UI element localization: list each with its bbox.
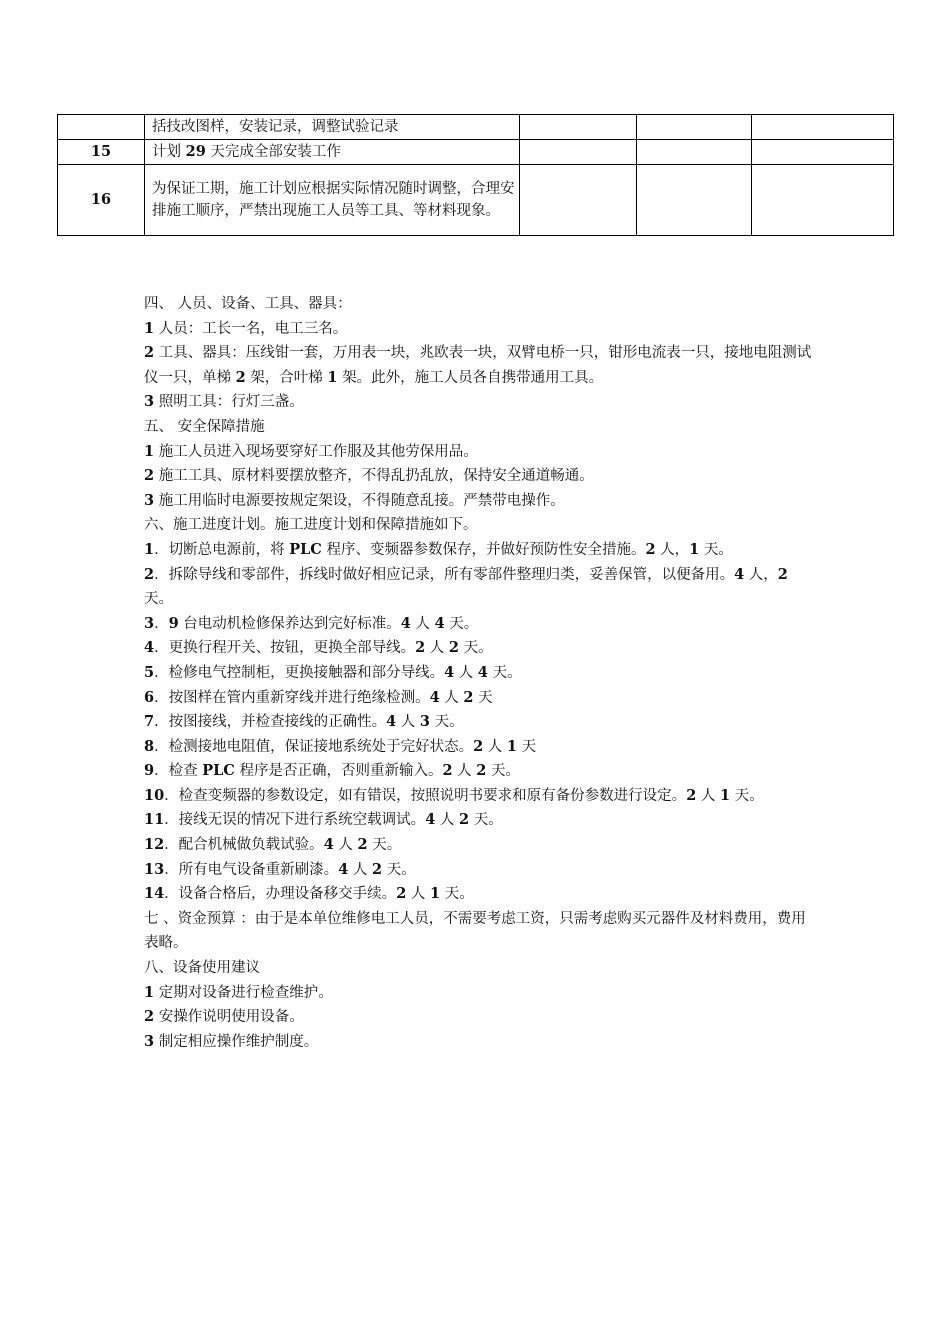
table-cell [637,115,752,140]
list-item: 8．检测接地电阻值，保证接地系统处于完好状态。2 人 1 天 [144,737,537,755]
section-heading: 五、 安全保障措施 [144,418,265,435]
table-cell [752,140,894,165]
document-body [144,292,816,1054]
table-row [58,165,894,236]
list-item: 2 施工工具、原材料要摆放整齐，不得乱扔乱放，保持安全通道畅通。 [144,467,594,485]
section-heading: 八、设备使用建议 [144,960,260,977]
list-item: 11．接线无误的情况下进行系统空载调试。4 人 2 天。 [144,811,503,829]
list-item: 14．设备合格后，办理设备移交手续。2 人 1 天。 [144,885,474,903]
row-description: 计划 29 天完成全部安装工作 [145,140,520,165]
list-item: 2 安操作说明使用设备。 [144,1008,304,1026]
list-item: 10．检查变频器的参数设定，如有错误，按照说明书要求和原有备份参数进行设定。2 人 1 天。 [144,786,764,804]
list-item: 3．9 台电动机检修保养达到完好标准。4 人 4 天。 [144,614,479,632]
table-row [58,140,894,165]
section-heading: 六、施工进度计划。施工进度计划和保障措施如下。 [144,517,478,534]
list-item: 3 制定相应操作维护制度。 [144,1032,319,1050]
list-item: 9．检查 PLC 程序是否正确，否则重新输入。2 人 2 天。 [144,762,520,780]
table-cell [520,115,637,140]
list-item: 6．按图样在管内重新穿线并进行绝缘检测。4 人 2 天 [144,688,493,706]
table-cell [637,140,752,165]
table-cell [637,165,752,236]
list-item: 1 定期对设备进行检查维护。 [144,983,333,1001]
list-item: 7．按图接线，并检查接线的正确性。4 人 3 天。 [144,713,464,731]
table-cell [520,140,637,165]
schedule-table [57,114,894,236]
table-cell [752,165,894,236]
budget-paragraph: 七 、资金预算 ：由于是本单位维修电工人员，不需要考虑工资，只需考虑购买元器件及材料费用，费用表略。 [144,910,806,952]
table-row [58,115,894,140]
list-item: 1 人员：工长一名，电工三名。 [144,319,348,337]
list-item: 5．检修电气控制柜，更换接触器和部分导线。4 人 4 天。 [144,663,522,681]
list-item: 3 施工用临时电源要按规定架设，不得随意乱接。严禁带电操作。 [144,491,565,509]
list-item: 13．所有电气设备重新刷漆。4 人 2 天。 [144,860,416,878]
table-cell [752,115,894,140]
row-description: 括技改图样，安装记录，调整试验记录 [145,115,520,140]
row-description: 为保证工期，施工计划应根据实际情况随时调整，合理安排施工顺序，严禁出现施工人员等工具、等材料现象。 [145,165,520,236]
row-number: 16 [58,165,145,236]
list-item: 3 照明工具：行灯三盏。 [144,393,304,411]
list-item: 2 工具、器具：压线钳一套，万用表一块，兆欧表一块，双臂电桥一只，钳形电流表一只，接地电阻测试仪一只，单梯 2 架，合叶梯 1 架。此外，施工人员各自携带通用工具。 [144,344,812,386]
table-cell [520,165,637,236]
row-number [58,115,145,140]
list-item: 4．更换行程开关、按钮，更换全部导线。2 人 2 天。 [144,639,493,657]
list-item: 2．拆除导线和零部件，拆线时做好相应记录，所有零部件整理归类，妥善保管，以便备用。4 人，2 天。 [144,565,788,608]
list-item: 12．配合机械做负载试验。4 人 2 天。 [144,836,402,854]
list-item: 1 施工人员进入现场要穿好工作服及其他劳保用品。 [144,442,478,460]
row-number: 15 [58,140,145,165]
section-heading: 四、 人员、设备、工具、器具： [144,296,352,312]
list-item: 1．切断总电源前，将 PLC 程序、变频器参数保存，并做好预防性安全措施。2 人，1 天。 [144,540,733,558]
